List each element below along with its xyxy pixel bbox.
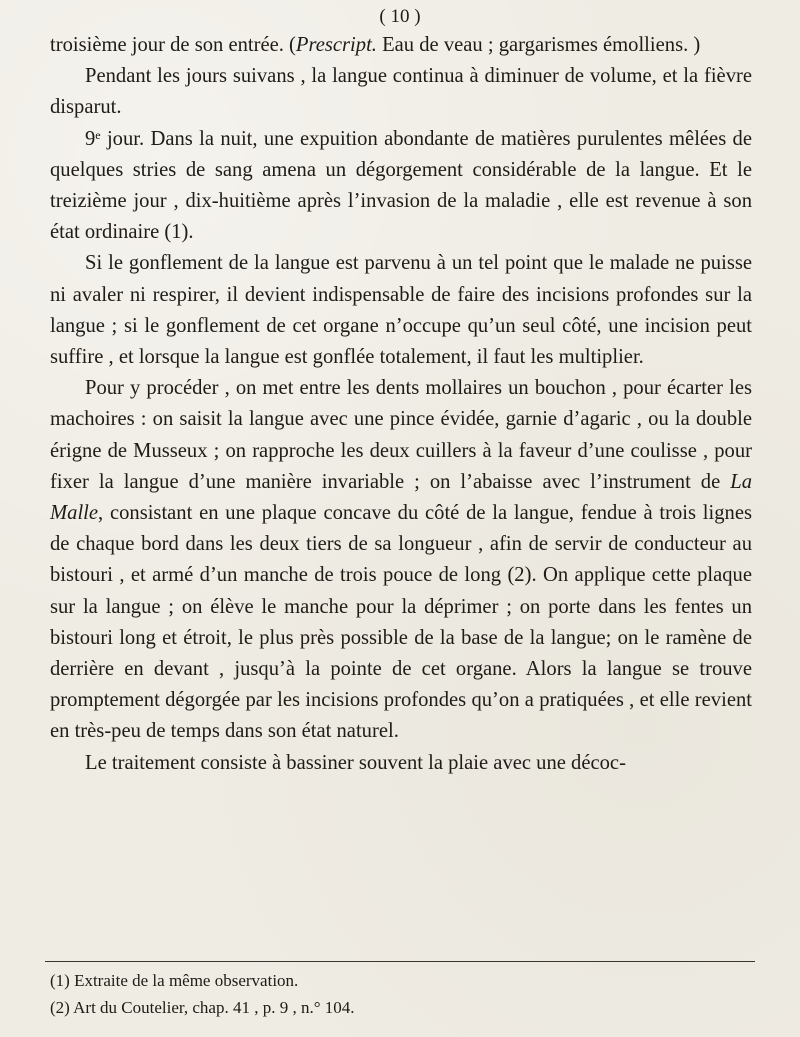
paragraph-4: Si le gonflement de la langue est parvenu à un tel point que le malade ne puisse ni avaler ni respirer, il devient indispensable de faire des incisions profondes sur la langue ; si le gonflement de cet organe n’occupe qu’un seul côté, une incision peut suffire , et lorsque la langue est gonflée totalement, il faut les multiplier. <box>50 252 752 369</box>
paragraph-5-text-start: Pour y procéder , on met entre les dents mollaires un bouchon , pour écarter les machoires : on saisit la langue avec une pince évidée, garnie d’agaric , ou la double érigne de Musseux ; on rapproche les deux cuillers à la faveur d’une coulisse , pour fixer la langue d’une manière invariable ; on l’abaisse avec l’instrument de <box>50 377 752 493</box>
footnote-1: (1) Extraite de la même observation. <box>50 971 299 990</box>
footnote-2: (2) Art du Coutelier, chap. 41 , p. 9 , n.° 104. <box>50 998 355 1017</box>
day-suffix: e <box>95 127 101 142</box>
paragraph-1 <box>50 30 752 61</box>
paragraph-5-text-end: , consistant en une plaque concave du côté de la langue, fendue à trois lignes de chaque bord dans les deux tiers de sa longueur , afin de servir de conducteur au bistouri , et armé d’un manche de trois pouce de long (2). On applique cette plaque sur la langue ; on élève le manche pour la déprimer ; on porte dans les fentes un bistouri long et étroit, le plus près possible de la base de la langue; on le ramène de derrière en devant , jusqu’à la pointe de cet organe. Alors la langue se trouve promptement dégorgée par les incisions profondes qu’on a pratiquées , et elle revient en très-peu de temps dans son état naturel. <box>50 502 752 743</box>
paragraph-6: Le traitement consiste à bassiner souvent la plaie avec une décoc- <box>85 751 626 774</box>
page-number: ( 10 ) <box>379 6 421 27</box>
prescript-label: Prescript. <box>295 34 377 56</box>
instrument-name: La Malle <box>50 470 752 525</box>
day-number: 9 <box>85 127 96 150</box>
paragraph-2: Pendant les jours suivans , la langue continua à diminuer de volume, et la fièvre disparut. <box>50 65 752 119</box>
paragraph-1-text-end: Eau de veau ; gargarismes émolliens. ) <box>376 34 701 56</box>
paragraph-1-text-start: troisième jour de son entrée. ( <box>50 34 296 56</box>
footnote-divider <box>45 961 755 962</box>
paragraph-5 <box>50 373 752 747</box>
paragraph-3 <box>50 124 752 249</box>
body-text <box>50 30 752 779</box>
footnotes <box>50 967 752 1021</box>
paragraph-3-text: jour. Dans la nuit, une expuition abondante de matières purulentes mêlées de quelques stries de sang amena un dégorgement considérable de la langue. Et le treizième jour , dix-huitième après l’invasion de la maladie , elle est revenue à son état ordinaire (1). <box>50 127 752 244</box>
